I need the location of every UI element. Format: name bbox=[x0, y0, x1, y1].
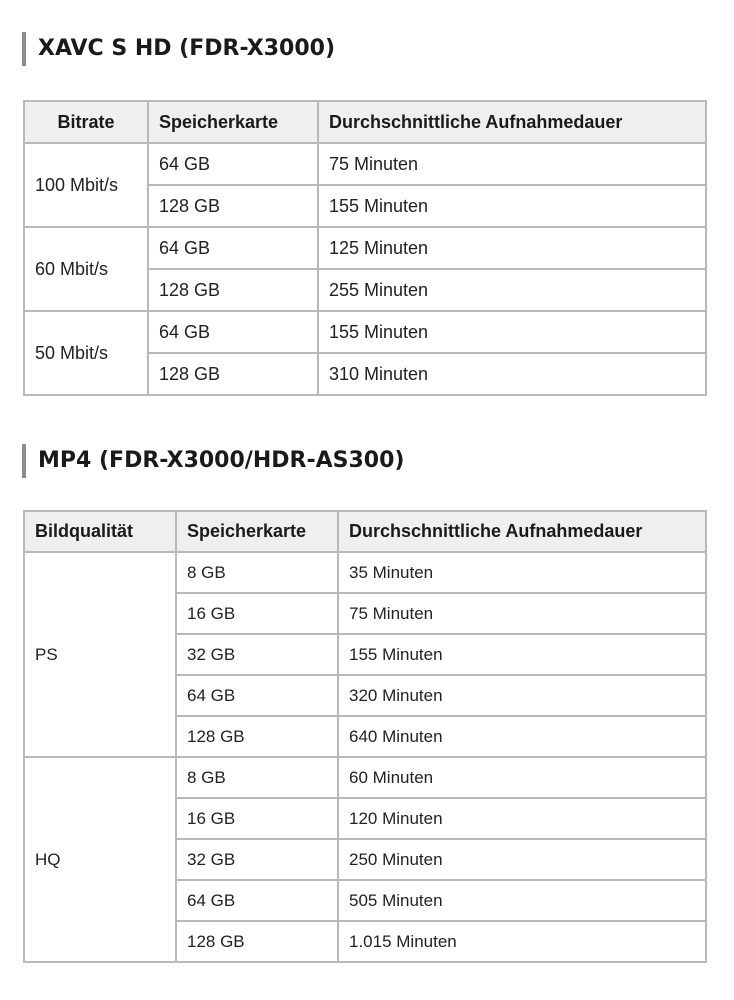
card-cell: 32 GB bbox=[176, 634, 338, 675]
bitrate-cell: 100 Mbit/s bbox=[24, 143, 148, 227]
column-header-bildqualitaet: Bildqualität bbox=[24, 511, 176, 552]
duration-cell: 75 Minuten bbox=[338, 593, 706, 634]
card-cell: 128 GB bbox=[148, 185, 318, 227]
duration-cell: 75 Minuten bbox=[318, 143, 706, 185]
duration-cell: 125 Minuten bbox=[318, 227, 706, 269]
card-cell: 8 GB bbox=[176, 552, 338, 593]
card-cell: 64 GB bbox=[148, 143, 318, 185]
duration-cell: 1.015 Minuten bbox=[338, 921, 706, 962]
card-cell: 64 GB bbox=[148, 311, 318, 353]
column-header-aufnahmedauer: Durchschnittliche Aufnahmedauer bbox=[318, 101, 706, 143]
card-cell: 128 GB bbox=[148, 353, 318, 395]
table-row bbox=[24, 757, 706, 798]
duration-cell: 310 Minuten bbox=[318, 353, 706, 395]
card-cell: 64 GB bbox=[176, 675, 338, 716]
section-heading-mp4: MP4 (FDR-X3000/HDR-AS300) bbox=[22, 444, 404, 478]
quality-cell: PS bbox=[24, 552, 176, 757]
card-cell: 8 GB bbox=[176, 757, 338, 798]
card-cell: 64 GB bbox=[176, 880, 338, 921]
duration-cell: 155 Minuten bbox=[318, 311, 706, 353]
duration-cell: 640 Minuten bbox=[338, 716, 706, 757]
quality-cell: HQ bbox=[24, 757, 176, 962]
card-cell: 128 GB bbox=[176, 921, 338, 962]
card-cell: 32 GB bbox=[176, 839, 338, 880]
duration-cell: 255 Minuten bbox=[318, 269, 706, 311]
duration-cell: 35 Minuten bbox=[338, 552, 706, 593]
card-cell: 128 GB bbox=[176, 716, 338, 757]
duration-cell: 505 Minuten bbox=[338, 880, 706, 921]
bitrate-cell: 60 Mbit/s bbox=[24, 227, 148, 311]
column-header-speicherkarte: Speicherkarte bbox=[176, 511, 338, 552]
duration-cell: 250 Minuten bbox=[338, 839, 706, 880]
table-row bbox=[24, 552, 706, 593]
column-header-speicherkarte: Speicherkarte bbox=[148, 101, 318, 143]
section-heading-xavc-s-hd: XAVC S HD (FDR-X3000) bbox=[22, 32, 335, 66]
bitrate-cell: 50 Mbit/s bbox=[24, 311, 148, 395]
duration-cell: 320 Minuten bbox=[338, 675, 706, 716]
table-header-row bbox=[24, 511, 706, 552]
card-cell: 64 GB bbox=[148, 227, 318, 269]
table-mp4 bbox=[23, 510, 707, 963]
duration-cell: 120 Minuten bbox=[338, 798, 706, 839]
card-cell: 16 GB bbox=[176, 593, 338, 634]
column-header-bitrate: Bitrate bbox=[24, 101, 148, 143]
card-cell: 16 GB bbox=[176, 798, 338, 839]
duration-cell: 155 Minuten bbox=[338, 634, 706, 675]
card-cell: 128 GB bbox=[148, 269, 318, 311]
column-header-aufnahmedauer: Durchschnittliche Aufnahmedauer bbox=[338, 511, 706, 552]
duration-cell: 60 Minuten bbox=[338, 757, 706, 798]
duration-cell: 155 Minuten bbox=[318, 185, 706, 227]
